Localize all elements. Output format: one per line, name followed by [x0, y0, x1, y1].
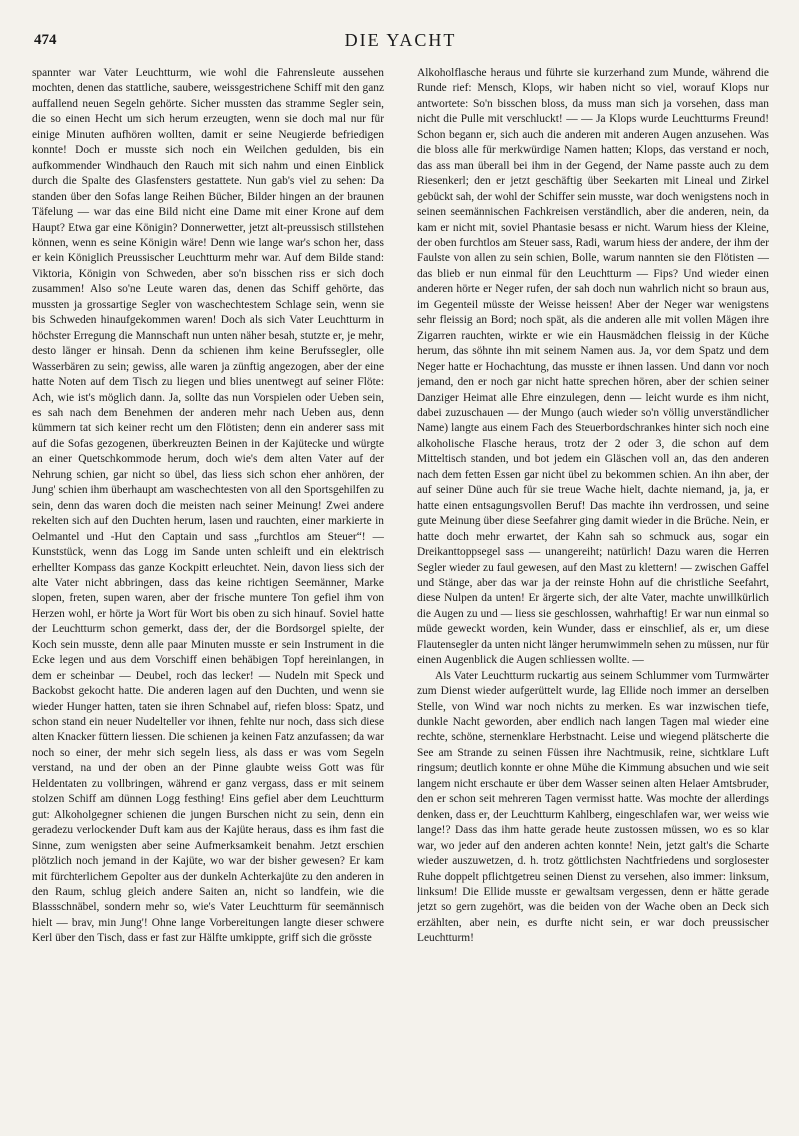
running-title: DIE YACHT	[344, 30, 457, 50]
paragraph: Alkoholflasche heraus und führte sie kurzerhand zum Munde, während die Runde rief: Mensch, Klops, wir haben nicht so viel, worauf Klops nur antwortete: So'n bisschen bloss, da muss man sich ja vorsehen, dass man nicht die Pulle mit verschluckt! — — Ja Klops wurde Leuchtturms Freund! Schon begann er, sich auch die anderen mit anderen Augen anzusehen. Was die bloss alle für merkwürdige Namen hatten; Klops, das verstand er noch, das ass man überall bei ihm in der Gegend, der Name passte auch zu dem Riesenkerl; den er jetzt geschäftig über Seekarten mit Lineal und Zirkel gebückt sah, der wohl der Schiffer sein musste, war doch wenigstens noch in seinen seemännischen Fachkreisen verständlich, aber die anderen, nein, da kam er nicht mit, soviel Phantasie besass er nicht. Warum hiess der Kleine, der oben furchtlos am Steuer sass, Radi, warum hiess der andere, der ihm der Faulste von allen zu sein schien, Bolle, warum nannten sie den Flötisten — das blieb er nun einmal für den Leuchtturm — Fips? Und wieder einen anderen hörte er Neger rufen, der sah doch nun wahrlich nicht so braun aus, im Gegenteil müsste der Weisse heissen! Aber der Neger war wenigstens sehr fleissig an Bord; noch spät, als die anderen alle mit vollen Mägen ihre Zigarren rauchten, wirkte er wie ein Hausmädchen fleissig in der Küche herum, das söhnte ihn mit seinem Namen aus. Ja, vor dem Spatz und dem Neger hatte er Hochachtung, das musste er ihnen lassen. Und dann vor noch jemand, den er noch gar nicht hatte sprechen hören, aber der schien seiner Danziger Heimat alle Ehre einzulegen, denn — leicht wurde es ihm nicht, dabei zuzuschauen — der Mungo (auch wieder so'n völlig unverständlicher Name) langte aus einem Fach des Steuerbordschrankes hinter sich noch eine alkoholische Flasche heraus, trotz der 2 oder 3, die schon auf dem Mitteltisch standen, und bot jedem ein Gläschen voll an, das den anderen nach dem fetten Essen gar nicht übel zu bekommen schien. An ihn aber, der auf seiner Düne auch für sie treue Wache hielt, dachte niemand, ja, ja, er hatte einen entsagungsvollen Beruf! Das machte ihn verdrossen, und seine gute Meinung über diese Seefahrer ging damit wieder in die Brüche. Nein, er hatte doch mehr erwartet, der Kahn sah so schmuck aus, sogar ein Dreikanttoppsegel sass — unangereiht; natürlich! Dazu waren die Herren Segler wieder zu faul gewesen, auf den Mast zu klettern! — zwischen Gaffel und Stänge, aber das war ja der reinste Hohn auf die christliche Seefahrt, diese Nulpen da unten! Er ärgerte sich, der alte Vater, machte unwillkürlich die Augen zu und — liess sie geschlossen, wahrhaftig! Er war nun einmal so müde geweckt worden, kein Wunder, dass er einschlief, als er, um diese Flautensegler da unten nicht länger herumwimmeln sehen zu müssen, nur für einen Augenblick die Augen schliessen wollte. —	[417, 67, 769, 667]
page-number: 474	[34, 32, 57, 48]
paragraph: spannter war Vater Leuchtturm, wie wohl die Fahrensleute aussehen mochten, denen das stattliche, saubere, weissgestrichene Schiff mit den ganz auffallend neuen Segeln gehörte. Sicher mussten das stramme Segler sein, die so einen Hecht um sich herum erzeugten, wenn sie doch mal nur für einige Minuten aufhören wollten, damit er seine Neugierde befriedigen konnte! Doch er musste sich noch ein Weilchen gedulden, bis ein aufkommender Windhauch den Rauch mit sich nahm und einen Einblick durch die Spalte des Glasfensters gestattete. Nun gab's viel zu sehen: Da standen über den Sofas lange Reihen Bücher, Bilder hingen an der braunen Täfelung — war das eine Bild nicht eine Dame mit einer Krone auf dem Haupt? Etwa gar eine Königin? Donnerwetter, jetzt alt-preussisch stillstehen können, wenn es seine Königin wäre! Denn wie lange war's schon her, dass er kein Königlich Preussischer Leuchtturm mehr war. Auf dem Bilde stand: Viktoria, Königin von Schweden, aber so'n bisschen riss er sich doch zusammen! Also so'ne Leute waren das, denen das Schiff gehörte, das mussten ja grossartige Segler von waschechtestem Schlage sein, wenn sie bis Schweden hinaufgekommen waren! Doch als sich Vater Leuchtturm in höchster Erregung die Mannschaft nun unten näher besah, stutzte er, je mehr, desto länger er hinsah. Denn da schienen ihm keine Berufssegler, olle Wasserbären zu sein; gewiss, alle waren ja zünftig angezogen, aber der eine hatte Noten auf dem Tisch zu liegen und blies unentwegt auf seiner Flöte: Ach, wie ist's möglich dann. Ja, sollte das nun Vorspielen oder Ueben sein, es sah nach dem Benehmen der anderen mehr nach Ueben aus, denn kümmern tat sich keiner recht um den Flötisten; denn ein anderer sass mit auf die Sofas gezogenen, überkreuzten Beinen in der Kajütecke und würgte an einer Quetschkommode herum, doch wie's dem alten Vater auf der Nehrung schien, gar nicht so übel, das liess sich schon eher anhören, der Jung' schien ihm überhaupt am waschechtesten von all den Sportsgehilfen zu sein, denn das waren doch die meisten nach seiner Meinung! Zwei andere rekelten sich auf den Duchten herum, lasen und rauchten, einer markierte in Oelmantel und -Hut den Captain und sass „furchtlos am Steuer“! — Kunststück, wenn das Logg im Sande unten schleift und ein elektrisch erhellter Kompass das ganze Kockpitt erleuchtet. Nein, davon liess sich der alte Vater nicht abbringen, dass das keine richtigen Seemänner, Marke slopen, freten, supen waren, aber der frische muntere Ton gefiel ihm von Herzen wohl, er hörte ja Wort für Wort bis oben zu sich hinauf. Soviel hatte der Leuchtturm schon gemerkt, dass der, der die Bordsorgel spielte, der Koch sein musste, denn alle paar Minuten musste er sein Instrument in die Ecke legen und aus dem Vorschiff einen behäbigen Topf hereinlangen, in dem er scheinbar — Deubel, roch das lecker! — Nudeln mit Speck und Backobst gekocht hatte. Die anderen lagen auf den Duchten, und wenn sie wieder Hunger hatten, taten sie ihren Schnabel auf, riefen bloss: Spatz, und schon stand ein neuer Nudelteller vor ihnen, fehlte nur noch, dass sich diese alten Knacker füttern liessen. Die schienen ja keinen Fatz anzufassen; da war noch so einer, der mehr sich segeln liess, als dass er was vom Segeln verstand, na und der oben an der Pinne glaubte weiss Gott was für Heldentaten zu vollbringen, während er ganz vergass, dass er mit seinem stolzen Schiff am dünnen Logg festhing! Eins gefiel aber dem Leuchtturm gut: Alkoholgegner schienen die jungen Burschen nicht zu sein, denn ein geradezu verlockender Duft kam aus der Kajüte heraus, dass es ihm fast die Sinne, zum wenigsten aber seine Aufmerksamkeit benahm. Jetzt erschien plötzlich noch jemand in der Kajüte, wo war der bisher gewesen? Er kam mit fürchterlichem Gepolter aus der dunkeln Achterkajüte zu den anderen in den Raum, schlug gleich andere Saiten an, nicht so landfein, wie die Blassschnäbel, sondern mehr so, wie's Vater Leuchtturm für seemännisch hielt — brav, min Jung'! Ohne lange Vorbereitungen langte dieser schwere Kerl über den Tisch, dass er fast zur Hälfte umkippte, griff sich die grösste	[32, 67, 384, 945]
text-columns	[32, 66, 769, 1136]
page-header	[32, 30, 769, 54]
right-column	[417, 66, 769, 1136]
left-column	[32, 66, 384, 1136]
column-gutter	[400, 66, 401, 1136]
paragraph: Als Vater Leuchtturm ruckartig aus seinem Schlummer vom Turmwärter zum Dienst wieder aufgerüttelt wurde, lag Ellide noch immer an derselben Stelle, von Wind war noch nichts zu merken. Es war inzwischen tiefe, dunkle Nacht geworden, aber endlich nach langen Tagen mal wieder eine rechte, schöne, sternenklare Herbstnacht. Leise und wiegend plätscherte die See am Strande zu seinen Füssen ihre Nachtmusik, reine, sichtklare Luft ringsum; deutlich konnte er ohne Mühe die Kimmung absuchen und wie seit langem nicht erschaute er über dem Wasser seinen alten Helaer Amtsbruder, den er schon seit mehreren Tagen vermisst hatte. Was mochte der allerdings denken, dass er, der Leuchtturm Kahlberg, eingeschlafen war, wer weiss wie lange!? Dass das ihm hatte gerade heute zustossen müssen, wo es so klar war, wo jeder auf den anderen achten konnte! Nein, jetzt galt's die Scharte wieder auszuwetzen, d. h. trotz göttlichsten Nachtfriedens und sorglosester Ruhe doppelt pflichtgetreu seinen Dienst zu versehen, also immer: linksum, linksum! Die Ellide musste er gewaltsam vergessen, denn er hätte gerade jetzt so gern zugehört, was die beiden von der Wache oben an Deck sich erzählten, aber nein, es durfte nicht sein, er war doch preussischer Leuchtturm!	[417, 669, 769, 945]
